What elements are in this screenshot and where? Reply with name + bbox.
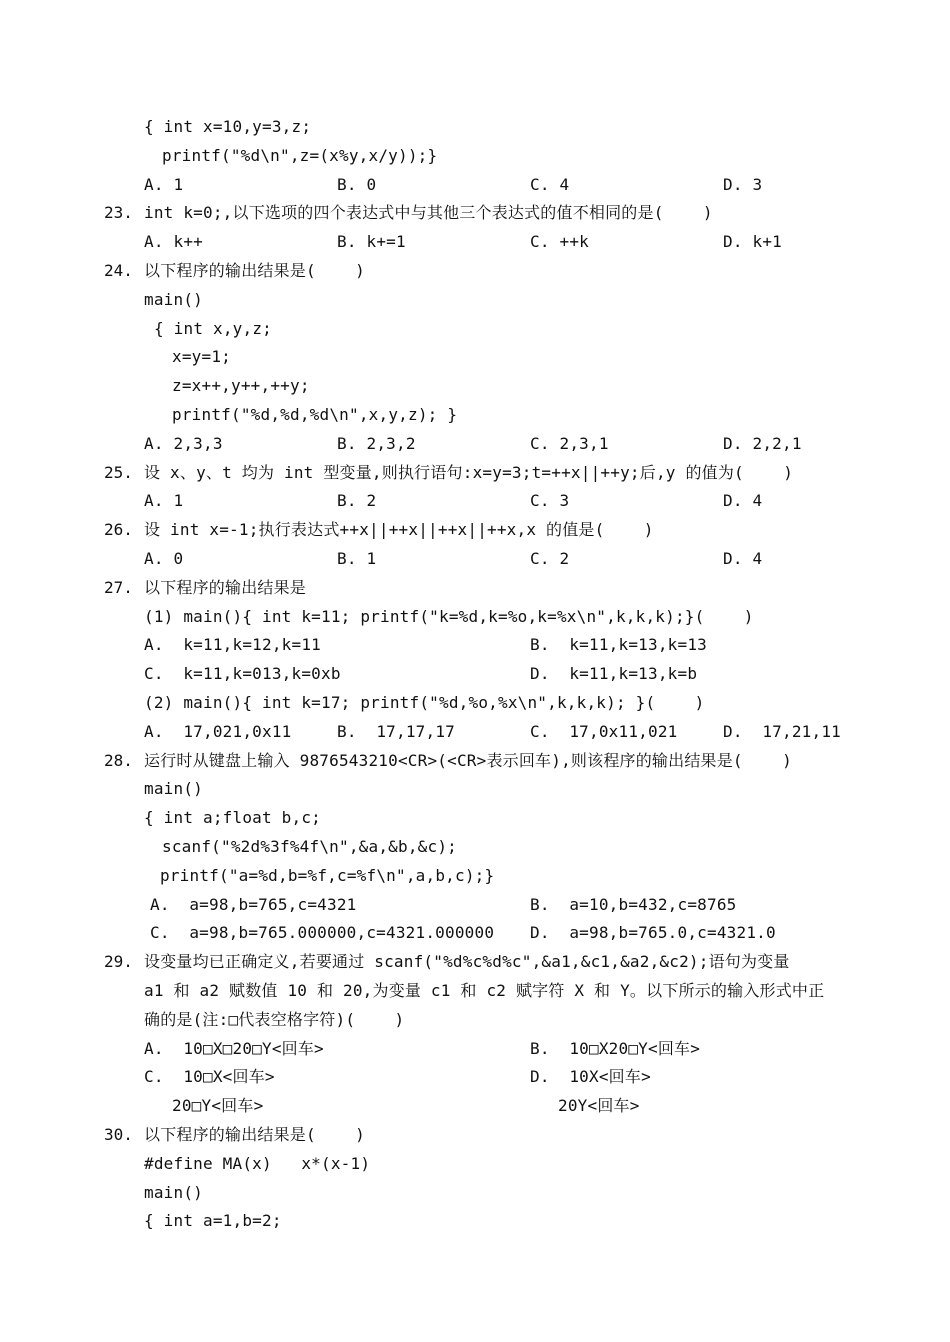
code-text: (1) main(){ int k=11; printf("k=%d,k=%o,k=%x\n",k,k,k);}( ) (144, 606, 754, 626)
code-line (0, 314, 950, 343)
options-row (0, 659, 950, 688)
question-line (0, 746, 950, 775)
options-row (0, 717, 950, 746)
option-a: A. k++ (144, 232, 203, 252)
code-line (0, 400, 950, 429)
code-text: main() (144, 779, 203, 799)
option-right: 20Y<回车> (558, 1096, 640, 1116)
question-number: 24. (104, 261, 133, 280)
question-text: 以下程序的输出结果是( ) (144, 1125, 365, 1144)
option-left: C. a=98,b=765.000000,c=4321.000000 (150, 923, 495, 943)
question-text-continued (0, 1005, 950, 1034)
option-b: B. 17,17,17 (337, 721, 455, 741)
question-line (0, 458, 950, 487)
question-number: 26. (104, 520, 133, 540)
options-row (0, 1034, 950, 1063)
question-number: 25. (104, 462, 133, 482)
code-line (0, 342, 950, 371)
option-a: A. 17,021,0x11 (144, 721, 292, 741)
question-number: 29. (104, 952, 133, 972)
code-line (0, 1206, 950, 1235)
code-line (0, 688, 950, 717)
code-line (0, 774, 950, 803)
question-text: 设 int x=-1;执行表达式++x||++x||++x||++x,x 的值是( ) (144, 520, 654, 540)
code-text: (2) main(){ int k=17; printf("%d,%o,%x\n",k,k,k); }( ) (144, 693, 705, 712)
option-a: A. 0 (144, 549, 184, 568)
question-number: 28. (104, 750, 133, 770)
options-row (0, 486, 950, 515)
question-line (0, 515, 950, 544)
question-line (0, 1120, 950, 1149)
options-row (0, 544, 950, 573)
option-d: D. k+1 (723, 232, 782, 252)
options-row (0, 1062, 950, 1091)
code-line (0, 112, 950, 141)
code-line (0, 803, 950, 832)
question-line (0, 198, 950, 227)
question-text: int k=0;,以下选项的四个表达式中与其他三个表达式的值不相同的是( ) (144, 203, 713, 223)
code-line (0, 1178, 950, 1207)
options-row (0, 429, 950, 458)
option-d: D. 4 (723, 549, 763, 568)
option-d: D. 2,2,1 (723, 433, 802, 453)
option-d: D. 4 (723, 491, 763, 511)
option-left: A. a=98,b=765,c=4321 (150, 894, 357, 914)
option-c: C. 17,0x11,021 (530, 721, 678, 741)
code-text: main() (144, 1182, 203, 1202)
option-left: A. 10□X□20□Y<回车> (144, 1038, 324, 1058)
question-line (0, 256, 950, 285)
option-b: B. 0 (337, 174, 377, 194)
option-a: A. 1 (144, 174, 184, 194)
option-left: 20□Y<回车> (172, 1096, 264, 1116)
code-text: printf("a=%d,b=%f,c=%f\n",a,b,c);} (160, 865, 495, 885)
option-c: C. 2,3,1 (530, 433, 609, 453)
code-line (0, 371, 950, 400)
code-text: #define MA(x) x*(x-1) (144, 1153, 371, 1173)
code-text: scanf("%2d%3f%4f\n",&a,&b,&c); (162, 837, 457, 856)
code-text: { int x,y,z; (154, 318, 272, 338)
code-line (0, 832, 950, 861)
question-text: 设 x、y、t 均为 int 型变量,则执行语句:x=y=3;t=++x||++y;后,y 的值为( ) (144, 462, 794, 482)
question-text: 运行时从键盘上输入 9876543210<CR>(<CR>表示回车),则该程序的输出结果是( ) (144, 750, 792, 770)
question-text: 设变量均已正确定义,若要通过 scanf("%d%c%d%c",&a1,&c1,&a2,&c2);语句为变量 (144, 952, 790, 972)
option-a: A. 2,3,3 (144, 433, 223, 453)
option-d: D. 3 (723, 174, 763, 194)
option-d: D. 17,21,11 (723, 721, 841, 741)
question-text: a1 和 a2 赋数值 10 和 20,为变量 c1 和 c2 赋字符 X 和 Y。以下所示的输入形式中正 (144, 981, 825, 1000)
option-right: B. k=11,k=13,k=13 (530, 635, 707, 655)
question-text: 以下程序的输出结果是 (144, 577, 307, 597)
option-b: B. 1 (337, 549, 377, 568)
code-text: { int a=1,b=2; (144, 1211, 282, 1231)
option-left: C. 10□X<回车> (144, 1067, 275, 1087)
question-line (0, 573, 950, 602)
option-left: C. k=11,k=013,k=0xb (144, 664, 341, 684)
option-right: D. 10X<回车> (530, 1067, 651, 1087)
question-number: 23. (104, 203, 133, 223)
option-c: C. 4 (530, 174, 570, 194)
question-line (0, 947, 950, 976)
code-line (0, 602, 950, 631)
options-row (0, 170, 950, 199)
options-row (0, 227, 950, 256)
option-right: D. k=11,k=13,k=b (530, 664, 698, 684)
question-number: 30. (104, 1125, 133, 1144)
code-text: printf("%d\n",z=(x%y,x/y));} (162, 145, 438, 165)
code-line (0, 141, 950, 170)
option-b: B. 2 (337, 491, 377, 511)
options-row (0, 918, 950, 947)
option-right: B. a=10,b=432,c=8765 (530, 894, 737, 914)
options-row (0, 630, 950, 659)
option-b: B. k+=1 (337, 232, 406, 252)
code-text: { int a;float b,c; (144, 808, 321, 828)
code-line (0, 285, 950, 314)
options-row (0, 1091, 950, 1120)
option-right: D. a=98,b=765.0,c=4321.0 (530, 923, 776, 943)
question-text: 确的是(注:□代表空格字符)( ) (144, 1009, 405, 1029)
question-number: 27. (104, 577, 133, 597)
options-row (0, 890, 950, 919)
option-c: C. ++k (530, 232, 589, 252)
code-text: z=x++,y++,++y; (172, 376, 310, 396)
option-a: A. 1 (144, 491, 184, 511)
option-left: A. k=11,k=12,k=11 (144, 635, 321, 655)
question-text: 以下程序的输出结果是( ) (144, 261, 365, 280)
code-text: x=y=1; (172, 347, 231, 367)
option-b: B. 2,3,2 (337, 433, 416, 453)
option-c: C. 3 (530, 491, 570, 511)
option-right: B. 10□X20□Y<回车> (530, 1038, 701, 1058)
option-c: C. 2 (530, 549, 570, 568)
code-text: main() (144, 289, 203, 309)
code-line (0, 861, 950, 890)
code-text: { int x=10,y=3,z; (144, 117, 312, 136)
question-text-continued (0, 976, 950, 1005)
code-text: printf("%d,%d,%d\n",x,y,z); } (172, 405, 458, 424)
code-line (0, 1149, 950, 1178)
